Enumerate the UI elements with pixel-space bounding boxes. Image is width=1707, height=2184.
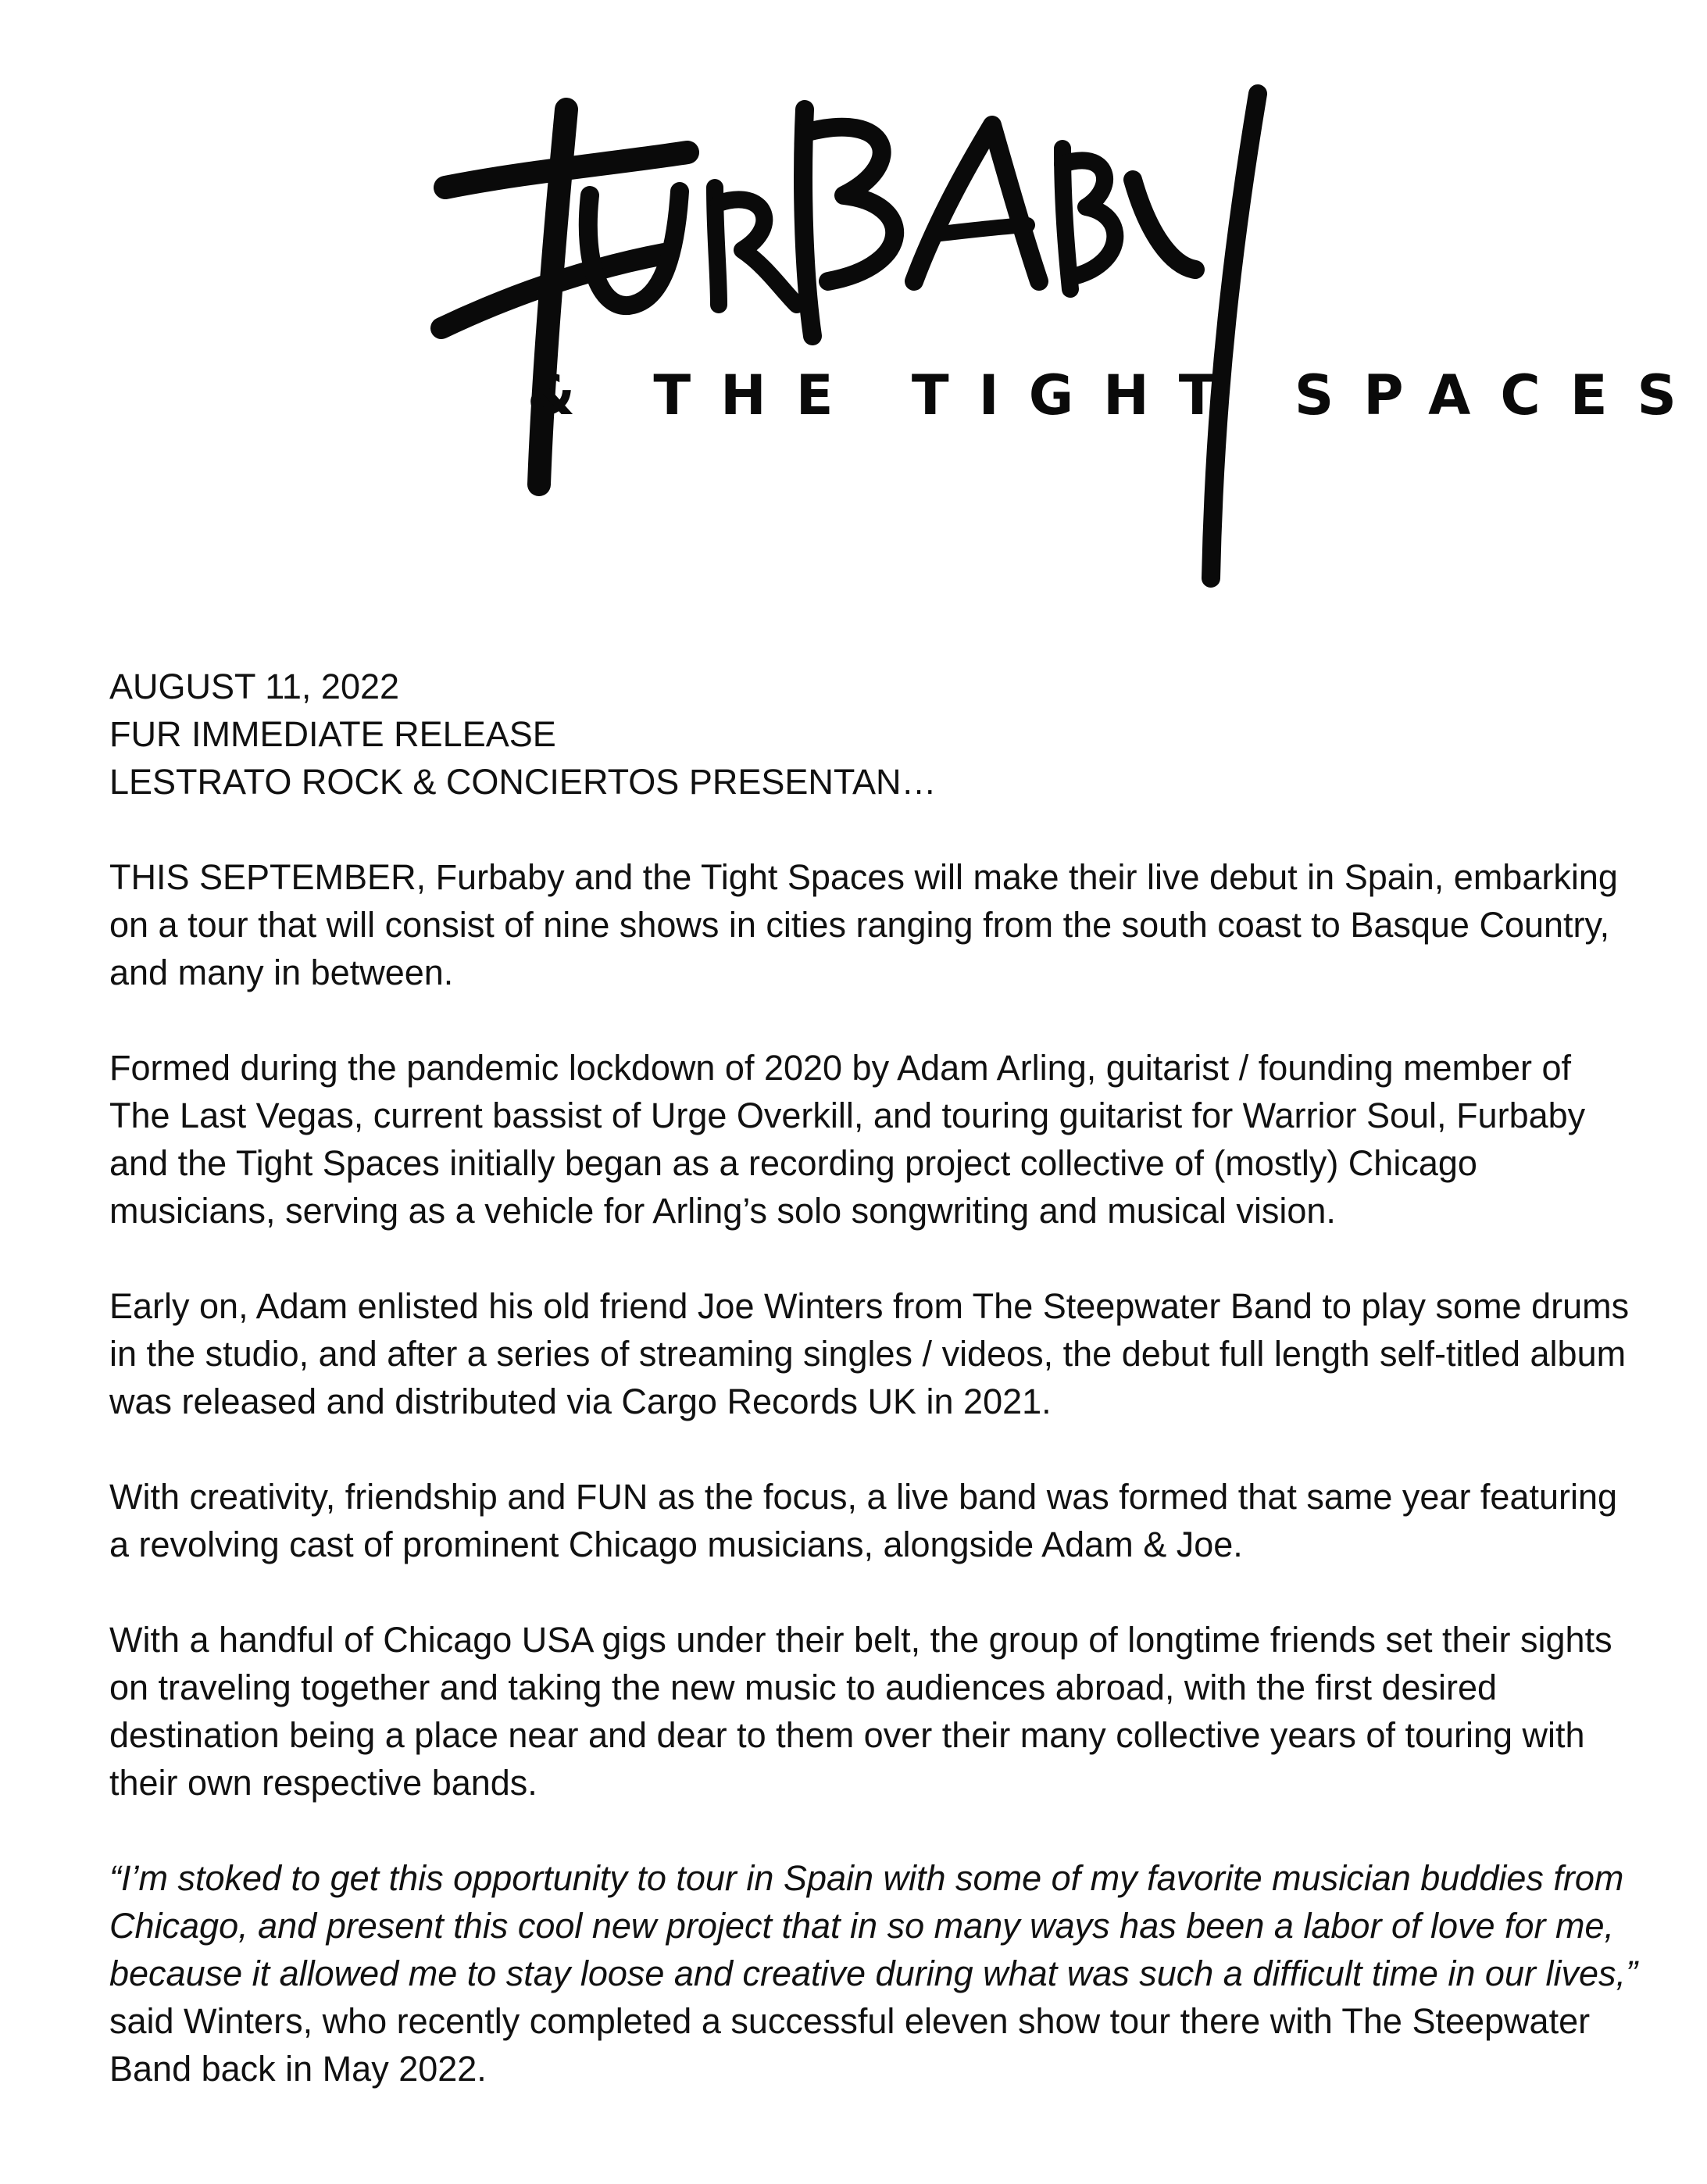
- press-release: [109, 663, 1641, 2093]
- paragraph-debut-album: Early on, Adam enlisted his old friend Joe Winters from The Steepwater Band to play some drums in the studio, and after a series of streaming singles / videos, the debut full length self-titled album was released and distributed via Cargo Records UK in 2021.: [109, 1286, 1630, 1421]
- band-logo: [406, 78, 1706, 656]
- paragraph-touring-abroad: With a handful of Chicago USA gigs under their belt, the group of longtime friends set their sights on traveling together and taking the new music to audiences abroad, with the first desired destination being a place near and dear to them over their many collective years of touring with their own respective bands.: [109, 1620, 1612, 1803]
- presenters-line: LESTRATO ROCK & CONCIERTOS PRESENTAN…: [109, 762, 937, 802]
- furbaby-logo-graphic: [406, 78, 1706, 656]
- logo-strokes: [441, 94, 1258, 578]
- paragraph-tour-announcement: THIS SEPTEMBER, Furbaby and the Tight Spaces will make their live debut in Spain, embarking on a tour that will consist of nine shows in cities ranging from the south coast to Basque Country, and many in between.: [109, 857, 1618, 992]
- paragraph-quote: [109, 1854, 1641, 2093]
- paragraph-band-origin: Formed during the pandemic lockdown of 2020 by Adam Arling, guitarist / founding member of The Last Vegas, current bassist of Urge Overkill, and touring guitarist for Warrior Soul, Furbaby and the Tight Spaces initially began as a recording project collective of (mostly) Chicago musicians, serving as a vehicle for Arling’s solo songwriting and musical vision.: [109, 1048, 1586, 1231]
- winters-quote: “I’m stoked to get this opportunity to tour in Spain with some of my favorite musician buddies from Chicago, and present this cool new project that in so many ways has been a labor of love for me, because it allowed me to stay loose and creative during what was such a difficult time in our lives,”: [109, 1858, 1637, 1993]
- logo-subtitle: & THE TIGHT SPACES: [527, 363, 1706, 427]
- paragraph-live-band: With creativity, friendship and FUN as the focus, a live band was formed that same year featuring a revolving cast of prominent Chicago musicians, alongside Adam & Joe.: [109, 1477, 1618, 1564]
- release-date: AUGUST 11, 2022: [109, 667, 400, 706]
- quote-attribution: said Winters, who recently completed a successful eleven show tour there with The Steepwater Band back in May 2022.: [109, 2001, 1591, 2089]
- release-notice: FUR IMMEDIATE RELEASE: [109, 714, 556, 754]
